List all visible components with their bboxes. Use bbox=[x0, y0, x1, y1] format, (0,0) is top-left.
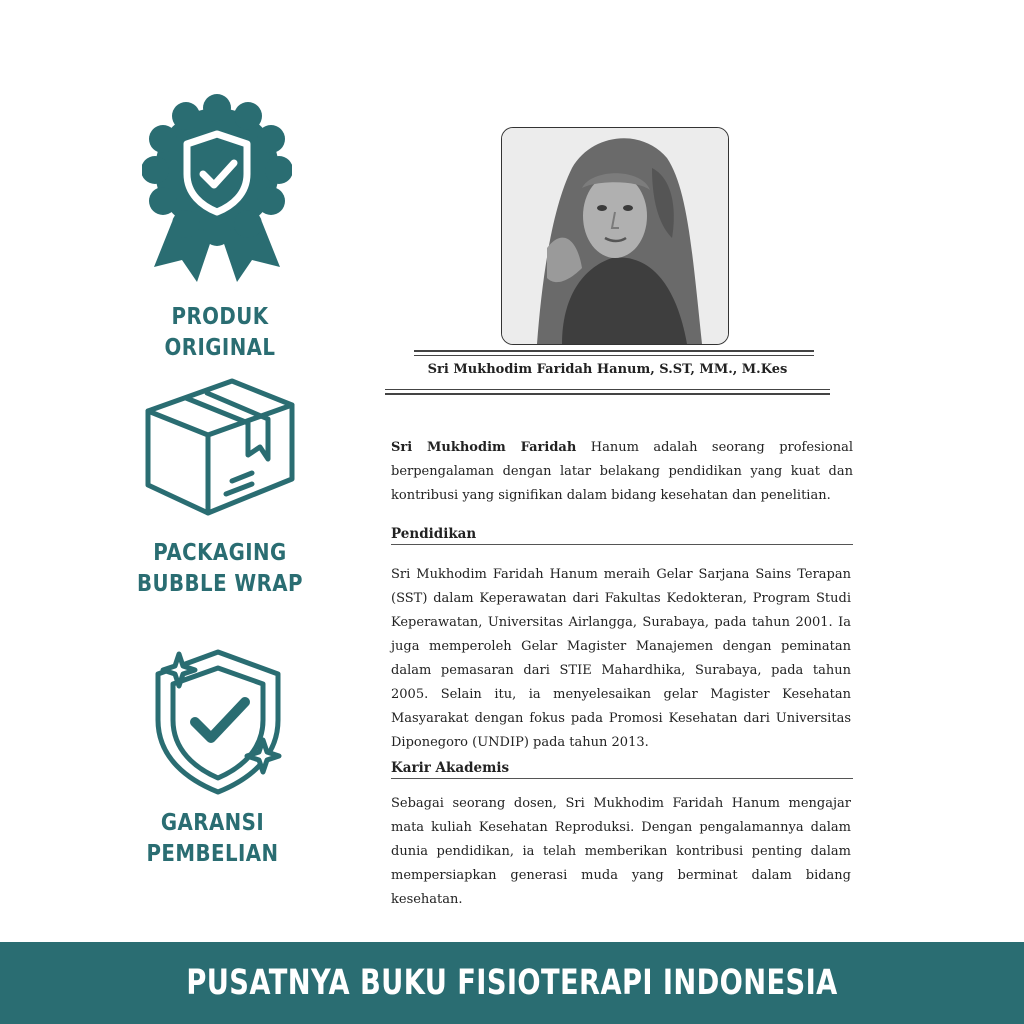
bio-intro-name: Sri Mukhodim Faridah bbox=[391, 440, 577, 455]
badge-label-line: PRODUK ORIGINAL bbox=[164, 304, 276, 361]
career-heading: Karir Akademis bbox=[391, 760, 853, 779]
badge-label-line: GARANSI bbox=[160, 810, 265, 836]
bio-intro bbox=[391, 436, 853, 508]
badge-label-line: PACKAGING bbox=[153, 540, 287, 566]
badge-label-line: PEMBELIAN bbox=[146, 841, 279, 867]
badge-packaging bbox=[110, 538, 330, 600]
footer-title: PUSATNYA BUKU FISIOTERAPI INDONESIA bbox=[186, 963, 838, 1003]
education-heading: Pendidikan bbox=[391, 526, 853, 545]
badge-label-line: BUBBLE WRAP bbox=[137, 571, 303, 597]
education-text: Sri Mukhodim Faridah Hanum meraih Gelar Sarjana Sains Terapan (SST) dalam Keperawatan dari Fakultas Kedokteran, Program Studi Keperawatan, Universitas Airlangga, Surabaya, pada tahun 2001. Ia juga memperoleh Gelar Magister Manajemen dengan peminatan dalam pemasaran dari STIE Mahardhika, Surabaya, pada tahun 2005. Selain itu, ia menyelesaikan gelar Magister Kesehatan Masyarakat dengan fokus pada Promosi Kesehatan dari Universitas Diponegoro (UNDIP) pada tahun 2013. bbox=[391, 567, 851, 750]
award-ribbon-shield-check-icon bbox=[142, 92, 292, 287]
career-text: Sebagai seorang dosen, Sri Mukhodim Faridah Hanum mengajar mata kuliah Kesehatan Reproduksi. Dengan pengalamannya dalam dunia pendidikan, ia telah memberikan kontribusi penting dalam mempersiapkan generasi muda yang berminat dalam bidang kesehatan. bbox=[391, 796, 851, 907]
name-rule-bottom-2 bbox=[385, 393, 830, 395]
author-name: Sri Mukhodim Faridah Hanum, S.ST, MM., M.Kes bbox=[427, 362, 788, 377]
shield-check-sparkle-icon bbox=[143, 640, 293, 800]
badge-garansi bbox=[100, 808, 325, 870]
name-rule-top-1 bbox=[414, 350, 814, 352]
badge-produk-original bbox=[110, 302, 330, 364]
package-box-icon bbox=[142, 373, 297, 528]
name-rule-bottom-1 bbox=[385, 389, 830, 390]
name-rule-top-2 bbox=[414, 355, 814, 356]
bio-intro-text: Hanum adalah seorang profesional berpengalaman dengan latar belakang pendidikan yang kuat dan kontribusi yang signifikan dalam bidang kesehatan dan penelitian. bbox=[391, 440, 853, 503]
author-photo bbox=[501, 127, 729, 345]
